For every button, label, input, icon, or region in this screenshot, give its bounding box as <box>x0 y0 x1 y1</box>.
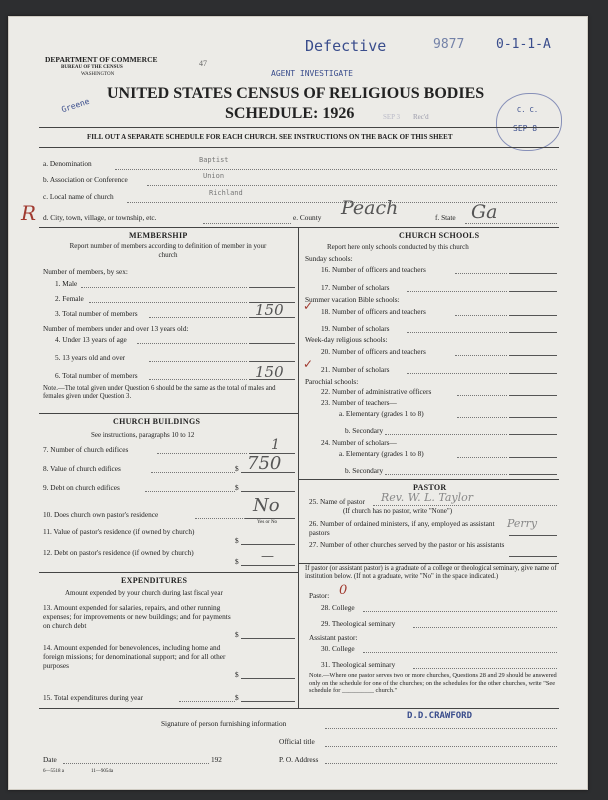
membership-intro: Report number of members according to definition of member in your church <box>69 242 267 259</box>
dotted-line <box>325 746 557 747</box>
answer-line <box>509 315 557 316</box>
answer-line <box>241 565 295 566</box>
dotted-line <box>63 763 209 764</box>
answer-line <box>509 417 557 418</box>
rule <box>39 572 298 573</box>
dotted-line <box>465 223 557 224</box>
q8-value: 750 <box>247 453 282 474</box>
q22-label: 22. Number of administrative officers <box>321 387 432 396</box>
answer-line <box>509 373 557 374</box>
summer-label: Summer vacation Bible schools: <box>305 295 400 304</box>
dotted-line <box>81 287 247 288</box>
dotted-line <box>407 332 507 333</box>
answer-line <box>509 556 557 557</box>
assistant-label: Assistant pastor: <box>309 633 358 642</box>
defective-stamp: Defective <box>305 37 387 55</box>
answer-line <box>509 273 557 274</box>
pastor-note: Note.—Where one pastor serves two or more churches, Questions 28 and 29 should be answered only on the schedule for one of the churches; on the schedules for the other churches, write "See schedule for __________ church." <box>309 672 557 694</box>
q12-dollar: $ <box>235 557 239 566</box>
q23a-label: a. Elementary (grades 1 to 8) <box>339 409 424 418</box>
expenditures-intro: Amount expended by your church during last fiscal year <box>65 589 223 597</box>
church-schools-intro: Report here only schools conducted by this church <box>327 243 469 251</box>
dotted-line <box>457 395 507 396</box>
q17-label: 17. Number of scholars <box>321 283 390 292</box>
pastor-label: Pastor: <box>309 591 330 600</box>
q6-label: 6. Total number of members <box>55 371 138 380</box>
rule <box>39 147 559 148</box>
answer-line <box>509 332 557 333</box>
q10-hint: Yes or No <box>257 520 278 525</box>
weekday-label: Week-day religious schools: <box>305 335 388 344</box>
q3-label: 3. Total number of members <box>55 309 138 318</box>
q13-dollar: $ <box>235 630 239 639</box>
answer-line <box>509 395 557 396</box>
by-age-label: Number of members under and over 13 years old: <box>43 324 189 333</box>
check-mark-icon: ✓ <box>303 299 314 313</box>
rule <box>298 563 559 564</box>
q19-label: 19. Number of scholars <box>321 324 390 333</box>
q4-label: 4. Under 13 years of age <box>55 335 127 344</box>
form-title: UNITED STATES CENSUS OF RELIGIOUS BODIES <box>107 85 485 102</box>
dotted-line <box>325 728 557 729</box>
answer-line <box>509 535 557 536</box>
q23-label: 23. Number of teachers— <box>321 398 397 407</box>
by-sex-label: Number of members, by sex: <box>43 267 128 276</box>
dotted-line <box>89 302 247 303</box>
dotted-line <box>149 317 247 318</box>
dotted-line <box>457 417 507 418</box>
q7-value: 1 <box>271 437 280 453</box>
denomination-label: a. Denomination <box>43 159 92 168</box>
dotted-line <box>179 701 235 702</box>
q29-label: 29. Theological seminary <box>321 619 396 628</box>
bureau-label: BUREAU OF THE CENSUS <box>61 65 123 70</box>
q30-label: 30. College <box>321 644 355 653</box>
number-stamp: 9877 <box>433 37 465 52</box>
q10-value: No <box>253 495 280 516</box>
q12-value: — <box>261 549 274 564</box>
dotted-line <box>145 491 235 492</box>
date-label: Date <box>43 755 57 764</box>
margin-mark: R <box>21 201 37 225</box>
dotted-line <box>149 361 247 362</box>
q6-value: 150 <box>255 363 284 381</box>
dotted-line <box>149 379 247 380</box>
schedule-title: SCHEDULE: 1926 <box>225 105 355 122</box>
q3-value: 150 <box>255 301 284 319</box>
q7-label: 7. Number of church edifices <box>43 445 129 454</box>
dotted-line <box>195 518 245 519</box>
answer-line <box>249 287 295 288</box>
answer-line <box>509 457 557 458</box>
dotted-line <box>151 472 235 473</box>
q8-dollar: $ <box>235 464 239 473</box>
q25-hint: (If church has no pastor, write "None") <box>343 507 453 515</box>
form-number: 47 <box>199 59 207 68</box>
dotted-line <box>325 763 557 764</box>
q9-label: 9. Debt on church edifices <box>43 483 120 492</box>
official-title-label: Official title <box>279 737 315 746</box>
year-label: 192 <box>211 755 222 764</box>
recd-stamp: Rec'd <box>413 113 429 121</box>
q11-label: 11. Value of pastor's residence (if owned by church) <box>43 527 195 536</box>
graduate-note: If pastor (or assistant pastor) is a graduate of a college or theological seminary, give name of institution below. (If not a graduate, write "No" in the space indicated.) <box>305 565 557 580</box>
cc-stamp <box>496 93 562 151</box>
dotted-line <box>363 652 557 653</box>
q16-label: 16. Number of officers and teachers <box>321 265 426 274</box>
buildings-intro: See instructions, paragraphs 10 to 12 <box>91 431 195 439</box>
signature-label: Signature of person furnishing information <box>161 719 287 728</box>
signature-stamp: D.D.CRAWFORD <box>407 711 473 721</box>
q2-label: 2. Female <box>55 294 84 303</box>
print-code-2: 11—9054a <box>91 769 114 774</box>
q10-label: 10. Does church own pastor's residence <box>43 510 159 519</box>
dotted-line <box>413 627 557 628</box>
answer-line <box>241 491 295 492</box>
dotted-line <box>157 453 247 454</box>
department-label: DEPARTMENT OF COMMERCE <box>45 55 158 64</box>
dotted-line <box>407 373 507 374</box>
denomination-value: Baptist <box>199 156 229 164</box>
q25-value: Rev. W. L. Taylor <box>381 491 474 504</box>
dotted-line <box>385 434 507 435</box>
q24a-label: a. Elementary (grades 1 to 8) <box>339 449 424 458</box>
answer-line <box>249 361 295 362</box>
state-value: Ga <box>471 201 498 223</box>
rule <box>39 227 559 228</box>
county-value: Peach <box>341 197 399 219</box>
rule <box>39 127 559 128</box>
membership-title: MEMBERSHIP <box>129 231 188 240</box>
city-town-label: d. City, town, village, or township, etc. <box>43 213 157 222</box>
answer-line <box>241 678 295 679</box>
answer-line <box>245 518 295 519</box>
q12-label: 12. Debt on pastor's residence (if owned by church) <box>43 548 194 557</box>
membership-note: Note.—The total given under Question 6 should be the same as the total of males and females given under Question 3. <box>43 385 276 400</box>
q31-label: 31. Theological seminary <box>321 660 396 669</box>
census-schedule-page <box>8 16 588 790</box>
local-name-label: c. Local name of church <box>43 192 114 201</box>
code-stamp: 0-1-1-A <box>496 37 551 52</box>
city-label: WASHINGTON <box>81 72 115 77</box>
column-divider <box>298 227 299 708</box>
sep8-label: SEP 8 <box>513 124 538 133</box>
association-label: b. Association or Conference <box>43 175 128 184</box>
q24b-label: b. Secondary <box>345 466 384 475</box>
q18-label: 18. Number of officers and teachers <box>321 307 426 316</box>
dotted-line <box>115 169 557 170</box>
q5-label: 5. 13 years old and over <box>55 353 126 362</box>
q15-dollar: $ <box>235 693 239 702</box>
buildings-title: CHURCH BUILDINGS <box>113 417 201 426</box>
q14-label: 14. Amount expended for benevolences, including home and foreign missions; for denominational support; and for all other purposes <box>43 643 226 670</box>
association-value: Union <box>203 172 225 180</box>
parochial-label: Parochial schools: <box>305 377 359 386</box>
dotted-line <box>137 343 247 344</box>
q15-label: 15. Total expenditures during year <box>43 693 144 702</box>
po-address-label: P. O. Address <box>279 755 319 764</box>
q13-label: 13. Amount expended for salaries, repairs, and other running expenses; for improvements or new buildings; and for payments on church debt <box>43 603 231 630</box>
dotted-line <box>455 273 507 274</box>
dotted-line <box>203 223 291 224</box>
agent-stamp: AGENT INVESTIGATE <box>271 69 353 78</box>
q28-label: 28. College <box>321 603 355 612</box>
q27-label: 27. Number of other churches served by the pastor or his assistants <box>309 540 505 549</box>
check-mark-icon: ✓ <box>303 357 314 371</box>
expenditures-title: EXPENDITURES <box>121 576 188 585</box>
dotted-line <box>413 668 557 669</box>
cc-label: C. C. <box>517 106 539 114</box>
q26-label: 26. Number of ordained ministers, if any, employed as assistant pastors <box>309 519 495 537</box>
q14-dollar: $ <box>235 670 239 679</box>
q26-value: Perry <box>507 517 538 530</box>
q11-dollar: $ <box>235 536 239 545</box>
answer-line <box>509 474 557 475</box>
answer-line <box>241 544 295 545</box>
local-name-value: Richland <box>209 189 243 197</box>
date-stamp: SEP 3 <box>383 113 401 121</box>
q23b-label: b. Secondary <box>345 426 384 435</box>
dotted-line <box>373 505 557 506</box>
rule <box>39 413 298 414</box>
answer-line <box>509 355 557 356</box>
rule <box>298 479 559 480</box>
print-code: 6—5518 a <box>43 769 64 774</box>
church-schools-title: CHURCH SCHOOLS <box>399 231 480 240</box>
answer-line <box>241 701 295 702</box>
instruction-line: FILL OUT A SEPARATE SCHEDULE FOR EACH CHURCH. SEE INSTRUCTIONS ON THE BACK OF THIS SHEET <box>87 133 453 141</box>
rule <box>39 708 559 709</box>
sunday-label: Sunday schools: <box>305 254 353 263</box>
dotted-line <box>385 474 507 475</box>
q21-label: 21. Number of scholars <box>321 365 390 374</box>
dotted-line <box>363 611 557 612</box>
pastor-title: PASTOR <box>413 483 447 492</box>
q25-label: 25. Name of pastor <box>309 497 365 506</box>
q9-dollar: $ <box>235 483 239 492</box>
q24-label: 24. Number of scholars— <box>321 438 397 447</box>
state-label: f. State <box>435 213 456 222</box>
greene-stamp: Greene <box>60 96 91 115</box>
answer-line <box>249 343 295 344</box>
dotted-line <box>147 185 557 186</box>
pastor-mark: 0 <box>339 583 348 598</box>
q8-label: 8. Value of church edifices <box>43 464 121 473</box>
q20-label: 20. Number of officers and teachers <box>321 347 426 356</box>
dotted-line <box>455 315 507 316</box>
answer-line <box>509 434 557 435</box>
q1-label: 1. Male <box>55 279 78 288</box>
dotted-line <box>407 291 507 292</box>
dotted-line <box>457 457 507 458</box>
county-label: e. County <box>293 213 322 222</box>
answer-line <box>509 291 557 292</box>
dotted-line <box>455 355 507 356</box>
answer-line <box>241 638 295 639</box>
